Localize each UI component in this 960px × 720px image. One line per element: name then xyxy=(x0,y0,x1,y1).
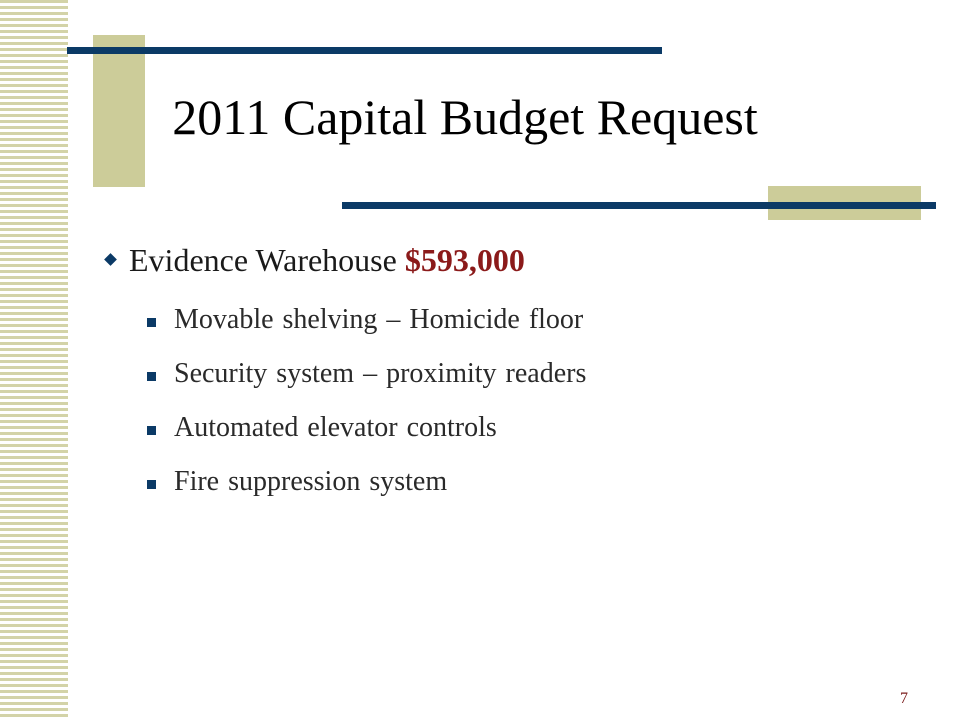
square-bullet-icon xyxy=(147,372,156,381)
sub-bullet-list xyxy=(147,306,586,522)
main-bullet-amount: $593,000 xyxy=(404,242,525,278)
main-bullet-label: Evidence Warehouse xyxy=(129,242,397,278)
list-item xyxy=(147,306,586,360)
list-item-text: Automated elevator controls xyxy=(174,412,497,443)
list-item xyxy=(147,360,586,414)
list-item xyxy=(147,414,586,468)
square-bullet-icon xyxy=(147,480,156,489)
list-item xyxy=(147,468,586,522)
list-item-text: Security system – proximity readers xyxy=(174,358,587,389)
square-bullet-icon xyxy=(147,426,156,435)
square-bullet-icon xyxy=(147,318,156,327)
left-stripe-decoration xyxy=(0,0,68,720)
accent-block-top xyxy=(93,35,145,187)
main-bullet xyxy=(106,244,525,276)
slide-title: 2011 Capital Budget Request xyxy=(172,89,758,145)
diamond-bullet-icon xyxy=(104,253,117,266)
title-rule-top xyxy=(67,47,662,54)
page-number: 7 xyxy=(900,690,908,707)
list-item-text: Movable shelving – Homicide floor xyxy=(174,304,584,335)
title-rule-bottom xyxy=(342,202,936,209)
list-item-text: Fire suppression system xyxy=(174,466,448,497)
